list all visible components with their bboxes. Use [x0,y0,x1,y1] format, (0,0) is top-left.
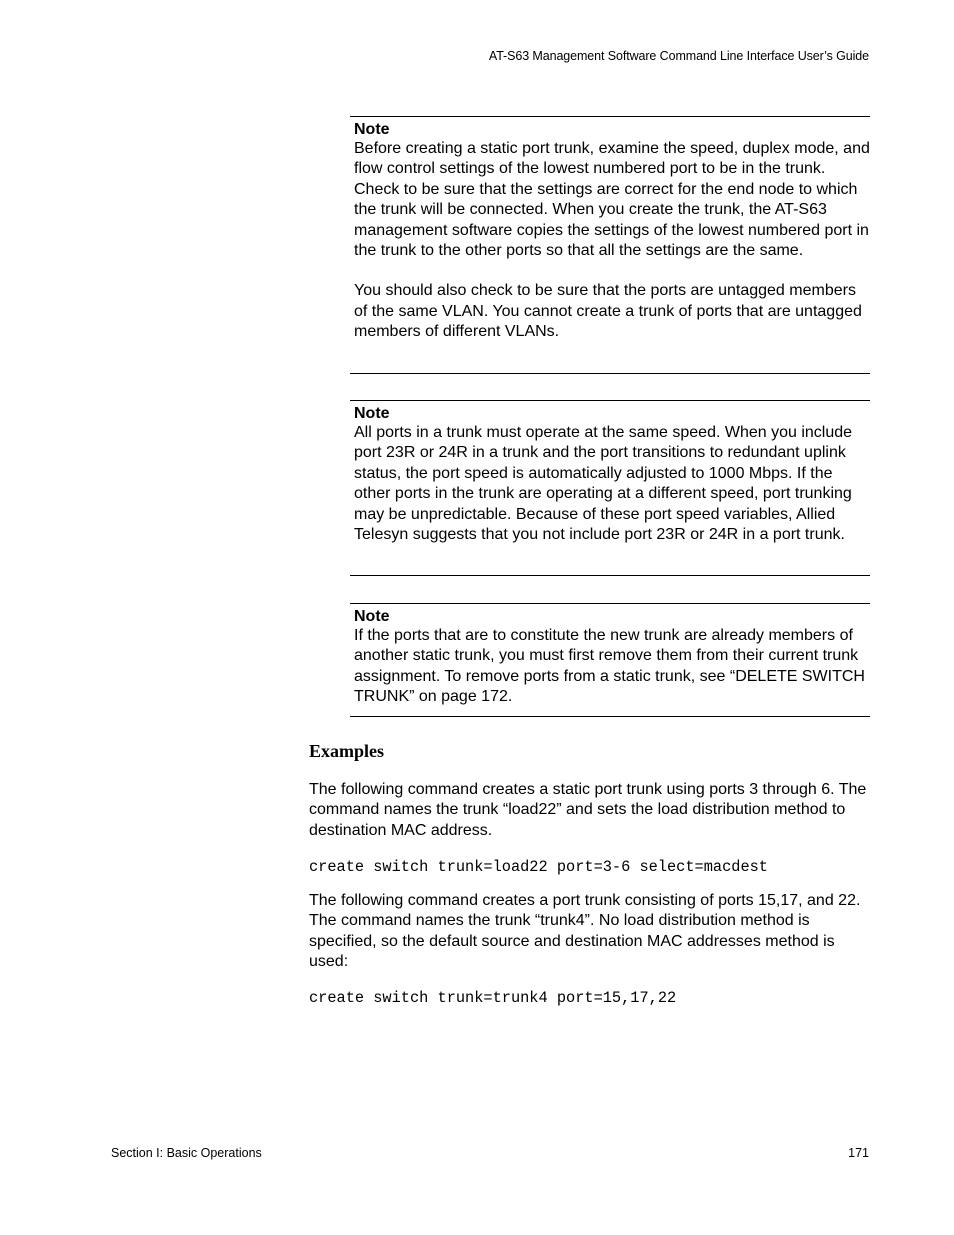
examples-heading: Examples [309,741,385,761]
note-box-static-trunk-settings [350,116,870,374]
running-header: AT-S63 Management Software Command Line Interface User’s Guide [488,49,869,63]
example-description-1: The following command creates a static port trunk using ports 3 through 6. The command names the trunk “load22” and sets the load distribution method to destination MAC address. [309,781,867,839]
note-paragraph: You should also check to be sure that the ports are untagged members of the same VLAN. You cannot create a trunk of ports that are untagged members of different VLANs. [354,282,862,341]
page-number: 171 [848,1146,869,1160]
note-paragraph: If the ports that are to constitute the new trunk are already members of another static trunk, you must first remove them from their current trunk assignment. To remove ports from a static trunk, see “DELETE SWITCH TRUNK” on page 172. [354,627,865,706]
note-title: Note [354,121,390,138]
code-example-1: create switch trunk=load22 port=3-6 select=macdest [309,858,768,876]
note-box-trunk-speed [350,400,870,576]
example-description-2: The following command creates a port trunk consisting of ports 15,17, and 22. The command names the trunk “trunk4”. No load distribution method is specified, so the default source and destination MAC addresses method is used: [309,892,861,971]
note-title: Note [354,608,390,625]
note-paragraph: Before creating a static port trunk, examine the speed, duplex mode, and flow control settings of the lowest numbered port to be in the trunk. Check to be sure that the settings are correct for the end node to which the trunk will be connected. When you create the trunk, the AT-S63 management software copies the settings of the lowest numbered port in the trunk to the other ports so that all the settings are the same. [354,140,870,260]
note-paragraph: All ports in a trunk must operate at the same speed. When you include port 23R or 24R in a trunk and the port transitions to redundant uplink status, the port speed is automatically adjusted to 1000 Mbps. If the other ports in the trunk are operating at a different speed, port trunking may be unpredictable. Because of these port speed variables, Allied Telesyn suggests that you not include port 23R or 24R in a port trunk. [354,424,853,544]
footer-section-label: Section I: Basic Operations [111,1146,262,1160]
code-example-2: create switch trunk=trunk4 port=15,17,22 [309,989,677,1007]
note-title: Note [354,405,390,422]
note-box-existing-trunk-members [350,603,870,717]
